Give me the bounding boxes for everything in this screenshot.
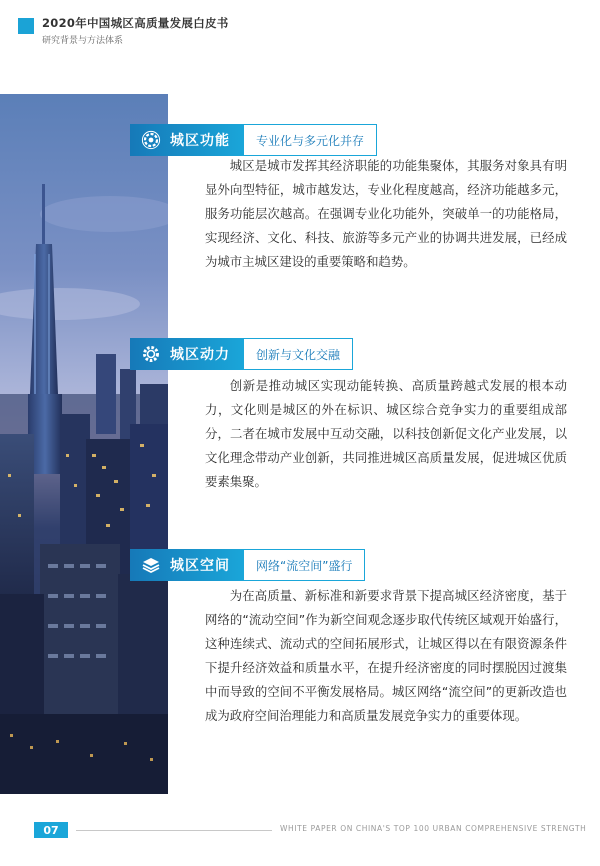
footer-title: WHITE PAPER ON CHINA'S TOP 100 URBAN COMPREHENSIVE STRENGTH [280,824,587,833]
layers-icon [140,554,162,576]
header-accent-bar [18,18,34,34]
section-tag: 网络“流空间”盛行 [244,549,365,581]
section-header-dynamics [130,338,353,370]
gear-network-icon [140,129,162,151]
section-tag: 创新与文化交融 [244,338,353,370]
section-title: 城区空间 [170,558,230,574]
section-body-text: 创新是推动城区实现动能转换、高质量跨越式发展的根本动力，文化则是城区的外在标识、城区综合竞争实力的重要组成部分，二者在城市发展中互动交融，以科技创新促文化产业发展，以文化理念带动产业创新，共同推进城区高质量发展，促进城区优质要素集聚。 [205,378,567,489]
city-skyline-image [0,94,168,794]
section-body-text: 为在高质量、新标准和新要求背景下提高城区经济密度，基于网络的“流动空间”作为新空间观念逐步取代传统区域观开始盛行，这种连续式、流动式的空间拓展形式，让城区得以在有限资源条件下提升经济效益和质量水平，在提升经济密度的同时摆脱因过渡集中而导致的空间不平衡发展格局。城区网络“流空间”的更新改造也成为政府空间治理能力和高质量发展竞争实力的重要体现。 [205,588,567,723]
section-title-tab [130,549,244,581]
section-title-tab [130,338,244,370]
gear-icon [140,343,162,365]
footer-divider [76,830,272,831]
section-title: 城区动力 [170,347,230,363]
section-tag: 专业化与多元化并存 [244,124,377,156]
section-header-function [130,124,377,156]
section-title-tab [130,124,244,156]
page-number: 07 [34,822,68,838]
document-subtitle: 研究背景与方法体系 [42,36,124,46]
section-header-space [130,549,365,581]
section-title: 城区功能 [170,133,230,149]
document-title: 2020年中国城区高质量发展白皮书 [42,16,229,30]
section-body-text: 城区是城市发挥其经济职能的功能集聚体，其服务对象具有明显外向型特征，城市越发达，专业化程度越高，经济功能越多元，服务功能层次越高。在强调专业化功能外，突破单一的功能格局，实现经济、文化、科技、旅游等多元产业的协调共进发展，已经成为城市主城区建设的重要策略和趋势。 [205,158,567,269]
